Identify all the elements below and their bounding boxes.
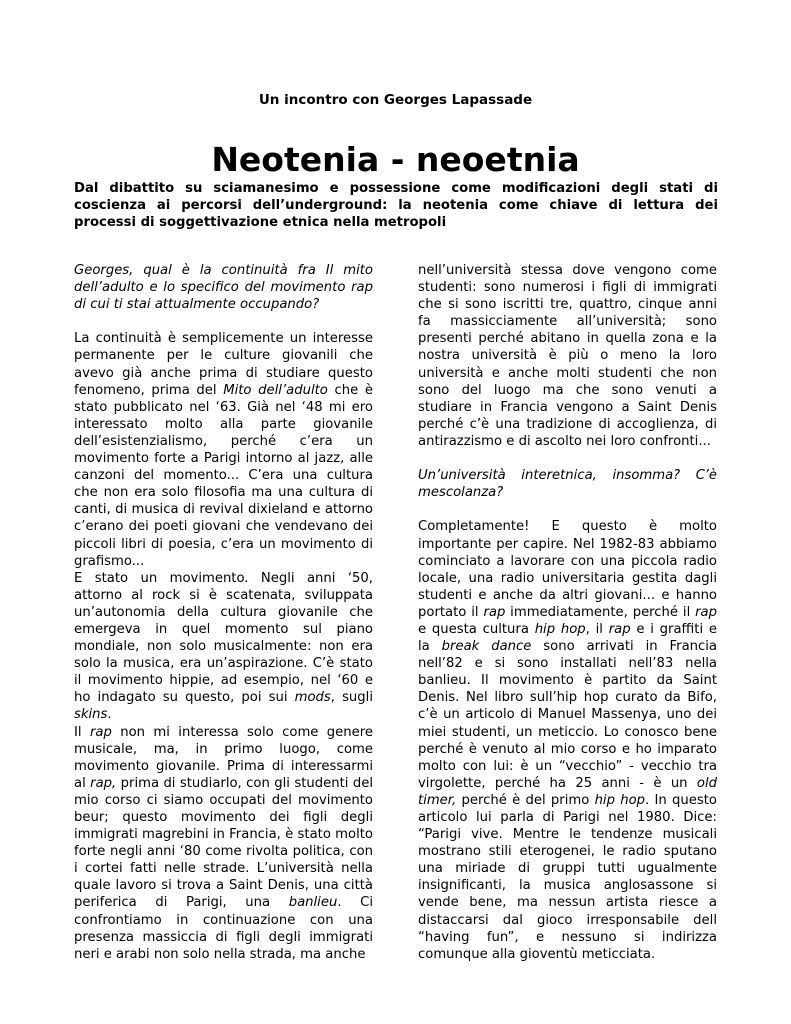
left-column <box>74 262 373 963</box>
answer-paragraph: Completamente! E questo è molto importante per capire. Nel 1982-83 abbiamo cominciato a lavorare con una piccola radio locale, una radio universitaria gestita dagli studenti e anche da altri giovani... e hanno portato il rap immediatamente, perché il rap e questa cultura hip hop, il rap e i graffiti e la break dance sono arrivati in Francia nell’82 e si sono installati nell’83 nella banlieu. Il movimento è partito da Saint Denis. Nel libro sull’hip hop curato da Bifo, c’è un articolo di Manuel Massenya, uno dei miei studenti, un meticcio. Lo conosco bene perché è venuto al mio corso e ho imparato molto con lui: è un “vecchio” - vecchio tra virgolette, perché ha 25 anni - è un old timer, perché è del primo hip hop. In questo articolo lui parla di Parigi nel 1980. Dice: “Parigi vive. Mentre le tendenze musicali mostrano stili eterogenei, le radio sputano una miriade di gruppi tutti ugualmente insignificanti, la musica anglosassone si vende bene, ma nessun artista riesce a distaccarsi dal gioco irresponsabile dell “having fun”, e nessuno si indirizza comunque alla gioventù meticciata. <box>418 519 718 962</box>
answer-paragraph: E stato un movimento. Negli anni ‘50, attorno al rock si è scatenata, sviluppata un’autonomia della cultura giovanile che emergeva in quel momento sul piano mondiale, non solo musicalmente: non era solo la musica, era un’aspirazione. C’è stato il movimento hippie, ad esempio, nel ‘60 e ho indagato su questo, poi sui mods, sugli skins. <box>74 570 373 723</box>
answer-paragraph: Il rap non mi interessa solo come genere musicale, ma, in primo luogo, come movimento giovanile. Prima di interessarmi al rap, prima di studiarlo, con gli studenti del mio corso ci siamo occupati del movimento beur; questo movimento dei figli degli immigrati magrebini in Francia, è stato molto forte negli anni ‘80 come rivolta politica, con i cortei fatti nelle strade. L’università nella quale lavoro si trova a Saint Denis, una città periferica di Parigi, una banlieu. Ci confrontiamo in continuazione con una presenza massiccia di figli degli immigrati neri e arabi non solo nella strada, ma anche <box>74 724 373 962</box>
question-2: Un’università interetnica, insomma? C’è mescolanza? <box>418 468 717 501</box>
article-subtitle: Dal dibattito su sciamanesimo e possessione come modificazioni degli stati di coscienza ai percorsi dell’underground: la neotenia come chiave di lettura dei processi di soggettivazione etnica nella metropoli <box>74 181 718 230</box>
question-1: Georges, qual è la continuità fra Il mito dell’adulto e lo specifico del movimento rap di cui ti stai attualmente occupando? <box>74 263 373 313</box>
answer-paragraph: La continuità è semplicemente un interesse permanente per le culture giovanili che avevo già anche prima di studiare questo fenomeno, prima del Mito dell’adulto che è stato pubblicato nel ‘63. Già nel ‘48 mi ero interessato molto alla parte giovanile dell’esistenzialismo, perché c’era un movimento forte a Parigi intorno al jazz, alle canzoni del momento... C’era una cultura che non era solo filosofia ma una cultura di canti, di musica di revival dixieland e attorno c’erano dei poeti giovani che vendevano dei piccoli libri di poesia, c’era un movimento di grafismo... <box>74 331 373 569</box>
article-kicker: Un incontro con Georges Lapassade <box>258 92 533 108</box>
answer-paragraph: nell’università stessa dove vengono come studenti: sono numerosi i figli di immigrati che si sono iscritti tre, quattro, cinque anni fa massicciamente all’università; sono presenti perché abitano in quella zona e la nostra università è più o meno la loro università e anche molti studenti che non sono del luogo ma che sono venuti a studiare in Francia vengono a Saint Denis perché c’è una tradizione di accoglienza, di antirazzismo e di ascolto nei loro confronti... <box>418 263 717 449</box>
right-column <box>418 262 717 963</box>
article-title: Neotenia - neoetnia <box>211 140 580 179</box>
